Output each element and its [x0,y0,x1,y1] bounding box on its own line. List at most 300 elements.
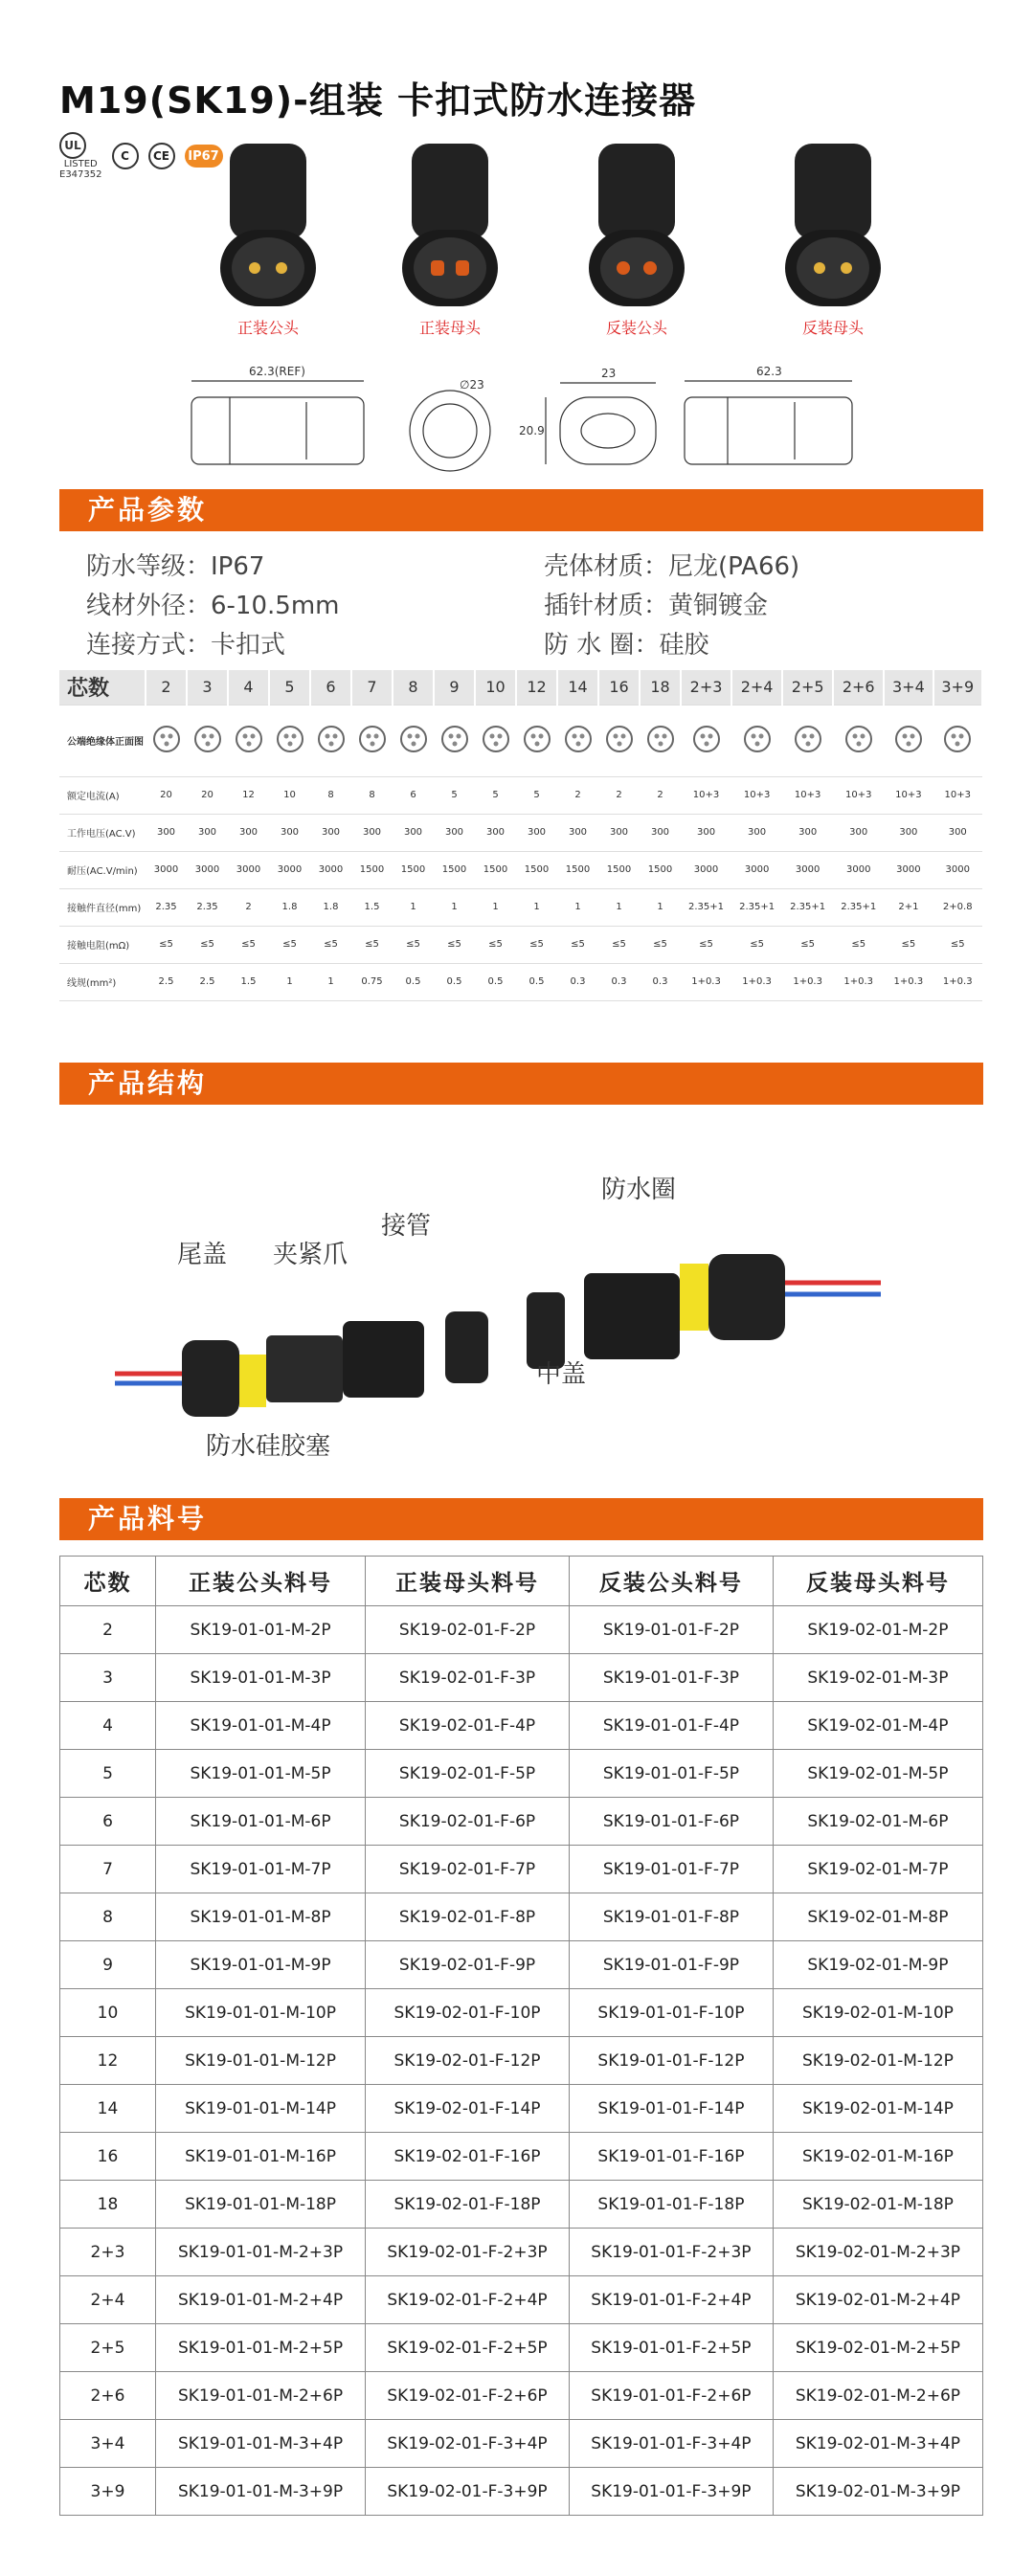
dim-label-e: 62.3 [756,365,782,378]
spec-cell: 0.5 [475,963,516,1000]
dimension-drawings [182,354,996,488]
spec-cell: 1+0.3 [782,963,833,1000]
parts-row [60,2276,983,2324]
parts-cell: SK19-01-01-F-12P [569,2037,773,2085]
exploded-view-image [96,1158,938,1426]
spec-cell: 2.5 [146,963,187,1000]
parts-cell: SK19-01-01-M-2+4P [156,2276,366,2324]
spec-cell: ≤5 [475,926,516,963]
spec-cell: 12 [228,776,269,814]
spec-cell: 0.3 [598,963,640,1000]
parts-row [60,2133,983,2181]
parts-row [60,1750,983,1798]
parts-cell: SK19-01-01-M-18P [156,2181,366,2229]
spec-core-count: 2+5 [782,670,833,705]
parts-cell: SK19-02-01-M-3+4P [773,2420,982,2468]
parts-cell: SK19-02-01-M-6P [773,1798,982,1846]
insulator-face-icon [228,705,269,776]
spec-cell: ≤5 [933,926,982,963]
spec-header-row [59,670,982,705]
parts-cell: SK19-01-01-M-14P [156,2085,366,2133]
spec-cell: 3000 [833,851,884,888]
spec-cell: ≤5 [269,926,310,963]
spec-cell: ≤5 [557,926,598,963]
parts-cell: SK19-02-01-M-2+6P [773,2372,982,2420]
parts-cell: SK19-01-01-M-4P [156,1702,366,1750]
param-pin: 插针材质：黄铜镀金 [544,592,769,620]
ip67-badge: IP67 [185,145,223,168]
spec-cell: 1 [393,888,434,926]
parts-row [60,1702,983,1750]
parts-cell: 4 [60,1702,156,1750]
spec-cell: 300 [187,814,228,851]
parts-cell: SK19-01-01-M-3+9P [156,2468,366,2516]
spec-cell: 3000 [681,851,731,888]
spec-cell: 1.5 [228,963,269,1000]
spec-cell: 1.8 [310,888,351,926]
spec-cell: 2.35 [187,888,228,926]
spec-cell: 1 [598,888,640,926]
spec-cell: 1500 [475,851,516,888]
parts-cell: SK19-02-01-M-12P [773,2037,982,2085]
spec-cell: 300 [933,814,982,851]
section-parts-header: 产品料号 [59,1498,983,1540]
parts-cell: SK19-01-01-M-6P [156,1798,366,1846]
spec-cell: 3000 [310,851,351,888]
parts-cell: SK19-02-01-F-18P [366,2181,570,2229]
spec-row [59,814,982,851]
parts-cell: SK19-01-01-F-10P [569,1989,773,2037]
spec-core-count: 2+3 [681,670,731,705]
spec-cell: 0.5 [434,963,475,1000]
spec-cell: 0.5 [393,963,434,1000]
spec-core-count: 5 [269,670,310,705]
spec-cell: ≤5 [516,926,557,963]
parts-row [60,2181,983,2229]
spec-cell: 1+0.3 [731,963,782,1000]
spec-table [59,670,983,1001]
spec-cell: ≤5 [681,926,731,963]
parts-cell: SK19-02-01-M-7P [773,1846,982,1893]
spec-cell: 10 [269,776,310,814]
spec-cell: 6 [393,776,434,814]
parts-cell: SK19-01-01-F-3+4P [569,2420,773,2468]
parts-row [60,2468,983,2516]
parts-cell: SK19-01-01-M-10P [156,1989,366,2037]
dim-label-a: 62.3(REF) [249,365,305,378]
parts-cell: SK19-01-01-F-8P [569,1893,773,1941]
parts-cell: 7 [60,1846,156,1893]
insulator-face-icon [187,705,228,776]
spec-row-label: 接触件直径(mm) [59,888,146,926]
spec-cell: 0.3 [557,963,598,1000]
insulator-face-icon [434,705,475,776]
spec-cell: 1+0.3 [884,963,933,1000]
parts-cell: 18 [60,2181,156,2229]
parts-cell: SK19-01-01-M-2+6P [156,2372,366,2420]
parts-cell: 16 [60,2133,156,2181]
parts-cell: SK19-01-01-F-18P [569,2181,773,2229]
spec-core-count: 8 [393,670,434,705]
ce-cert-icon: CE [148,143,175,169]
parts-cell: SK19-02-01-F-12P [366,2037,570,2085]
parts-row [60,1798,983,1846]
insulator-face-icon [731,705,782,776]
spec-cell: ≤5 [884,926,933,963]
spec-cell: 5 [434,776,475,814]
spec-cell: ≤5 [187,926,228,963]
spec-cell: ≤5 [146,926,187,963]
spec-cell: 1500 [351,851,393,888]
spec-cell: ≤5 [731,926,782,963]
spec-core-count: 12 [516,670,557,705]
parts-cell: SK19-01-01-F-9P [569,1941,773,1989]
spec-cell: 10+3 [731,776,782,814]
spec-cell: 3000 [782,851,833,888]
parts-cell: SK19-01-01-F-5P [569,1750,773,1798]
parts-row [60,1654,983,1702]
label-silicone-plug: 防水硅胶塞 [206,1432,331,1461]
insulator-face-icon [557,705,598,776]
spec-core-count: 7 [351,670,393,705]
spec-cell: 2 [640,776,681,814]
spec-cell: 300 [598,814,640,851]
parts-cell: 10 [60,1989,156,2037]
parts-cell: SK19-02-01-M-2+3P [773,2229,982,2276]
spec-cell: 3000 [269,851,310,888]
insulator-face-icon [598,705,640,776]
dim-label-d: 20.9 [519,424,545,437]
parts-cell: SK19-02-01-F-4P [366,1702,570,1750]
spec-cell: 300 [228,814,269,851]
product-image-male-reverse [560,134,713,316]
param-housing: 壳体材质：尼龙(PA66) [544,552,800,581]
product-label-3: 反装公头 [605,319,667,337]
spec-cell: 1.5 [351,888,393,926]
spec-cell: 300 [393,814,434,851]
params-right [544,548,799,665]
spec-core-count: 6 [310,670,351,705]
parts-row [60,2037,983,2085]
label-mid-cap: 中盖 [536,1360,587,1389]
parts-header-cell: 正装公头料号 [156,1557,366,1606]
param-seal: 防 水 圈：硅胶 [544,631,709,660]
parts-cell: 3 [60,1654,156,1702]
parts-cell: SK19-01-01-F-3P [569,1654,773,1702]
parts-cell: SK19-02-01-F-5P [366,1750,570,1798]
spec-cell: 1500 [598,851,640,888]
parts-cell: SK19-01-01-F-2+4P [569,2276,773,2324]
parts-cell: SK19-02-01-M-9P [773,1941,982,1989]
spec-row-label: 接触电阻(mΩ) [59,926,146,963]
spec-cell: 1+0.3 [833,963,884,1000]
spec-cell: 5 [516,776,557,814]
spec-row-label: 线规(mm²) [59,963,146,1000]
spec-cell: 8 [310,776,351,814]
parts-cell: SK19-02-01-M-3+9P [773,2468,982,2516]
parts-cell: SK19-01-01-M-16P [156,2133,366,2181]
page-title: M19(SK19)-组装 卡扣式防水连接器 [59,79,697,122]
spec-core-count: 9 [434,670,475,705]
spec-cell: 2.5 [187,963,228,1000]
spec-cell: 10+3 [833,776,884,814]
insulator-face-icon [393,705,434,776]
spec-cell: 300 [269,814,310,851]
parts-cell: SK19-01-01-F-16P [569,2133,773,2181]
insulator-face-icon [269,705,310,776]
parts-cell: SK19-01-01-F-7P [569,1846,773,1893]
parts-cell: SK19-02-01-M-2P [773,1606,982,1654]
spec-cell: 1 [640,888,681,926]
spec-cell: 300 [434,814,475,851]
spec-core-count: 3+9 [933,670,982,705]
spec-cell: ≤5 [833,926,884,963]
spec-header-label: 芯数 [59,670,146,705]
spec-cell: 1 [434,888,475,926]
parts-cell: SK19-01-01-M-3+4P [156,2420,366,2468]
insulator-face-icon [475,705,516,776]
spec-cell: 1500 [557,851,598,888]
parts-cell: SK19-01-01-F-2+6P [569,2372,773,2420]
insulator-face-icon [146,705,187,776]
spec-cell: ≤5 [228,926,269,963]
spec-cell: 300 [475,814,516,851]
spec-cell: 2.35+1 [681,888,731,926]
spec-cell: ≤5 [598,926,640,963]
spec-cell: 10+3 [933,776,982,814]
spec-cell: 0.75 [351,963,393,1000]
parts-cell: SK19-01-01-F-3+9P [569,2468,773,2516]
parts-cell: SK19-02-01-F-3+4P [366,2420,570,2468]
parts-cell: SK19-02-01-F-2P [366,1606,570,1654]
insulator-face-icon [884,705,933,776]
spec-cell: 1500 [516,851,557,888]
parts-cell: SK19-02-01-M-4P [773,1702,982,1750]
insulator-face-icon [310,705,351,776]
parts-header-cell: 正装母头料号 [366,1557,570,1606]
product-image-female-front [373,134,527,316]
parts-row [60,1846,983,1893]
spec-core-count: 3+4 [884,670,933,705]
spec-core-count: 2 [146,670,187,705]
label-tail-cap: 尾盖 [177,1241,228,1269]
parts-cell: 2+6 [60,2372,156,2420]
spec-cell: 1 [516,888,557,926]
parts-cell: SK19-02-01-F-3P [366,1654,570,1702]
parts-cell: 8 [60,1893,156,1941]
parts-row [60,2085,983,2133]
spec-cell: 1 [475,888,516,926]
parts-cell: SK19-02-01-M-5P [773,1750,982,1798]
parts-cell: SK19-01-01-F-2+5P [569,2324,773,2372]
param-cable-od: 线材外径：6-10.5mm [86,592,340,620]
spec-core-count: 4 [228,670,269,705]
parts-cell: SK19-02-01-F-2+4P [366,2276,570,2324]
insulator-face-icon [681,705,731,776]
spec-cell: 2 [228,888,269,926]
spec-cell: 2 [557,776,598,814]
spec-cell: ≤5 [782,926,833,963]
spec-core-count: 2+4 [731,670,782,705]
section-params-header: 产品参数 [59,489,983,531]
parts-cell: 2+4 [60,2276,156,2324]
spec-cell: 3000 [146,851,187,888]
spec-cell: ≤5 [351,926,393,963]
parts-cell: SK19-02-01-F-10P [366,1989,570,2037]
label-clamp: 夹紧爪 [273,1241,348,1269]
spec-row-label: 额定电流(A) [59,776,146,814]
parts-cell: SK19-02-01-M-14P [773,2085,982,2133]
dim-label-c: 23 [601,367,617,380]
parts-cell: SK19-01-01-F-2+3P [569,2229,773,2276]
spec-cell: 10+3 [681,776,731,814]
parts-cell: 3+9 [60,2468,156,2516]
parts-cell: 2 [60,1606,156,1654]
parts-row [60,2372,983,2420]
spec-core-count: 16 [598,670,640,705]
spec-cell: 300 [516,814,557,851]
spec-row [59,888,982,926]
spec-cell: 1500 [640,851,681,888]
parts-cell: SK19-01-01-M-9P [156,1941,366,1989]
spec-cell: 300 [146,814,187,851]
spec-core-count: 3 [187,670,228,705]
parts-cell: SK19-01-01-M-12P [156,2037,366,2085]
parts-cell: SK19-02-01-M-2+4P [773,2276,982,2324]
spec-cell: 2.35+1 [731,888,782,926]
spec-cell: 300 [884,814,933,851]
parts-cell: SK19-01-01-M-2+3P [156,2229,366,2276]
parts-row [60,2229,983,2276]
parts-cell: SK19-01-01-M-7P [156,1846,366,1893]
spec-cell: 0.5 [516,963,557,1000]
spec-cell: 20 [146,776,187,814]
spec-row-label: 工作电压(AC.V) [59,814,146,851]
spec-cell: 2+0.8 [933,888,982,926]
parts-header-cell: 反装母头料号 [773,1557,982,1606]
spec-cell: 300 [782,814,833,851]
parts-cell: SK19-02-01-M-10P [773,1989,982,2037]
parts-row [60,2324,983,2372]
spec-cell: 2 [598,776,640,814]
spec-cell: ≤5 [640,926,681,963]
parts-cell: SK19-01-01-F-14P [569,2085,773,2133]
spec-cell: 2.35+1 [833,888,884,926]
parts-cell: 6 [60,1798,156,1846]
spec-cell: 300 [681,814,731,851]
param-waterproof: 防水等级：IP67 [86,552,265,581]
parts-cell: SK19-01-01-M-5P [156,1750,366,1798]
spec-cell: 5 [475,776,516,814]
spec-cell: 3000 [731,851,782,888]
product-image-female-reverse [756,134,910,316]
parts-cell: SK19-02-01-F-2+6P [366,2372,570,2420]
spec-cell: 1500 [434,851,475,888]
parts-cell: 2+5 [60,2324,156,2372]
spec-cell: ≤5 [393,926,434,963]
spec-cell: 1 [269,963,310,1000]
parts-table [59,1556,983,2516]
parts-cell: 3+4 [60,2420,156,2468]
spec-face-label: 公端绝缘体正面图 [59,705,146,776]
parts-cell: 9 [60,1941,156,1989]
spec-cell: 1+0.3 [933,963,982,1000]
spec-core-count: 18 [640,670,681,705]
c-cert-icon: C [112,143,139,169]
spec-cell: 1500 [393,851,434,888]
spec-cell: 2.35+1 [782,888,833,926]
parts-cell: SK19-01-01-F-2P [569,1606,773,1654]
spec-row-label: 耐压(AC.V/min) [59,851,146,888]
parts-header-cell: 反装公头料号 [569,1557,773,1606]
spec-cell: 2.35 [146,888,187,926]
parts-cell: SK19-02-01-F-16P [366,2133,570,2181]
spec-cell: 20 [187,776,228,814]
parts-cell: SK19-01-01-F-6P [569,1798,773,1846]
parts-cell: SK19-02-01-F-8P [366,1893,570,1941]
parts-header-row [60,1557,983,1606]
spec-cell: 0.3 [640,963,681,1000]
parts-cell: SK19-02-01-M-18P [773,2181,982,2229]
parts-row [60,1893,983,1941]
parts-cell: SK19-02-01-F-3+9P [366,2468,570,2516]
parts-cell: SK19-02-01-F-2+5P [366,2324,570,2372]
spec-core-count: 10 [475,670,516,705]
spec-cell: 2+1 [884,888,933,926]
parts-cell: SK19-02-01-M-8P [773,1893,982,1941]
parts-cell: 5 [60,1750,156,1798]
spec-cell: 300 [310,814,351,851]
parts-cell: SK19-02-01-M-3P [773,1654,982,1702]
section-structure-header: 产品结构 [59,1063,983,1105]
label-seal-ring: 防水圈 [601,1176,677,1204]
spec-cell: 1+0.3 [681,963,731,1000]
product-label-1: 正装公头 [236,319,299,337]
parts-cell: SK19-02-01-F-2+3P [366,2229,570,2276]
parts-cell: SK19-01-01-M-3P [156,1654,366,1702]
spec-cell: 1.8 [269,888,310,926]
spec-cell: ≤5 [310,926,351,963]
parts-cell: 12 [60,2037,156,2085]
product-label-4: 反装母头 [801,319,864,337]
param-connection: 连接方式：卡扣式 [86,631,286,660]
insulator-face-icon [516,705,557,776]
spec-cell: 1 [557,888,598,926]
parts-cell: SK19-01-01-F-4P [569,1702,773,1750]
parts-cell: SK19-02-01-M-16P [773,2133,982,2181]
parts-row [60,2420,983,2468]
spec-row [59,851,982,888]
parts-header-cell: 芯数 [60,1557,156,1606]
insulator-face-icon [933,705,982,776]
parts-cell: SK19-02-01-F-6P [366,1798,570,1846]
spec-cell: 300 [351,814,393,851]
parts-cell: SK19-01-01-M-2P [156,1606,366,1654]
parts-row [60,1941,983,1989]
spec-cell: 3000 [884,851,933,888]
parts-cell: 2+3 [60,2229,156,2276]
insulator-face-icon [640,705,681,776]
spec-cell: 300 [833,814,884,851]
spec-cell: 10+3 [884,776,933,814]
dim-label-b: ∅23 [460,378,484,392]
spec-cell: ≤5 [434,926,475,963]
spec-cell: 10+3 [782,776,833,814]
parts-row [60,1606,983,1654]
insulator-face-icon [833,705,884,776]
spec-core-count: 2+6 [833,670,884,705]
spec-cell: 3000 [187,851,228,888]
